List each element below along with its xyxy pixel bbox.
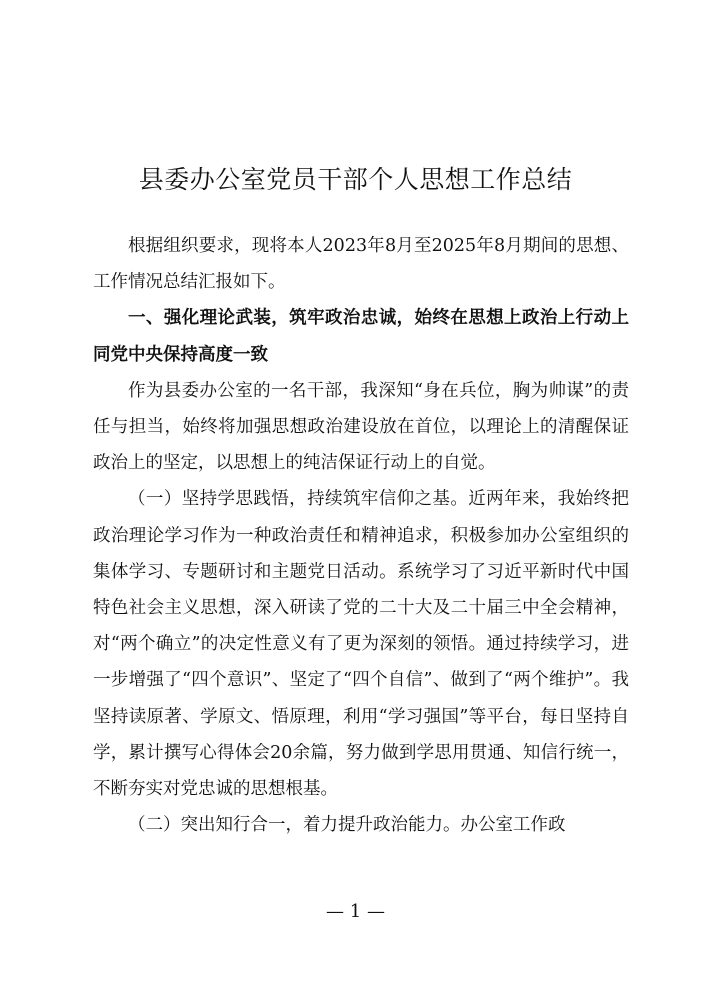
document-body <box>93 228 629 843</box>
intro-paragraph: 根据组织要求，现将本人2023年8月至2025年8月期间的思想、工作情况总结汇报如下。 <box>93 236 629 293</box>
body-paragraph: （一）坚持学思践悟，持续筑牢信仰之基。近两年来，我始终把政治理论学习作为一种政治责任和精神追求，积极参加办公室组织的集体学习、专题研讨和主题党日活动。系统学习了习近平新时代中国特色社会主义思想，深入研读了党的二十大及二十届三中全会精神，对“两个确立”的决定性意义有了更为深刻的领悟。通过持续学习，进一步增强了“四个意识”、坚定了“四个自信”、做到了“两个维护”。我坚持读原著、学原文、悟原理，利用“学习强国”等平台，每日坚持自学，累计撰写心得体会20余篇，努力做到学思用贯通、知信行统一，不断夯实对党忠诚的思想根基。 <box>93 489 629 800</box>
document-title: 县委办公室党员干部个人思想工作总结 <box>138 165 573 194</box>
body-paragraph: 作为县委办公室的一名干部，我深知“身在兵位，胸为帅谋”的责任与担当，始终将加强思想政治建设放在首位，以理论上的清醒保证政治上的坚定，以思想上的纯洁保证行动上的自觉。 <box>93 380 629 474</box>
body-paragraph: （二）突出知行合一，着力提升政治能力。办公室工作政 <box>128 815 566 836</box>
page-number: — 1 — <box>326 901 385 922</box>
section-heading-1: 一、强化理论武装，筑牢政治忠诚，始终在思想上政治上行动上同党中央保持高度一致 <box>93 308 629 365</box>
